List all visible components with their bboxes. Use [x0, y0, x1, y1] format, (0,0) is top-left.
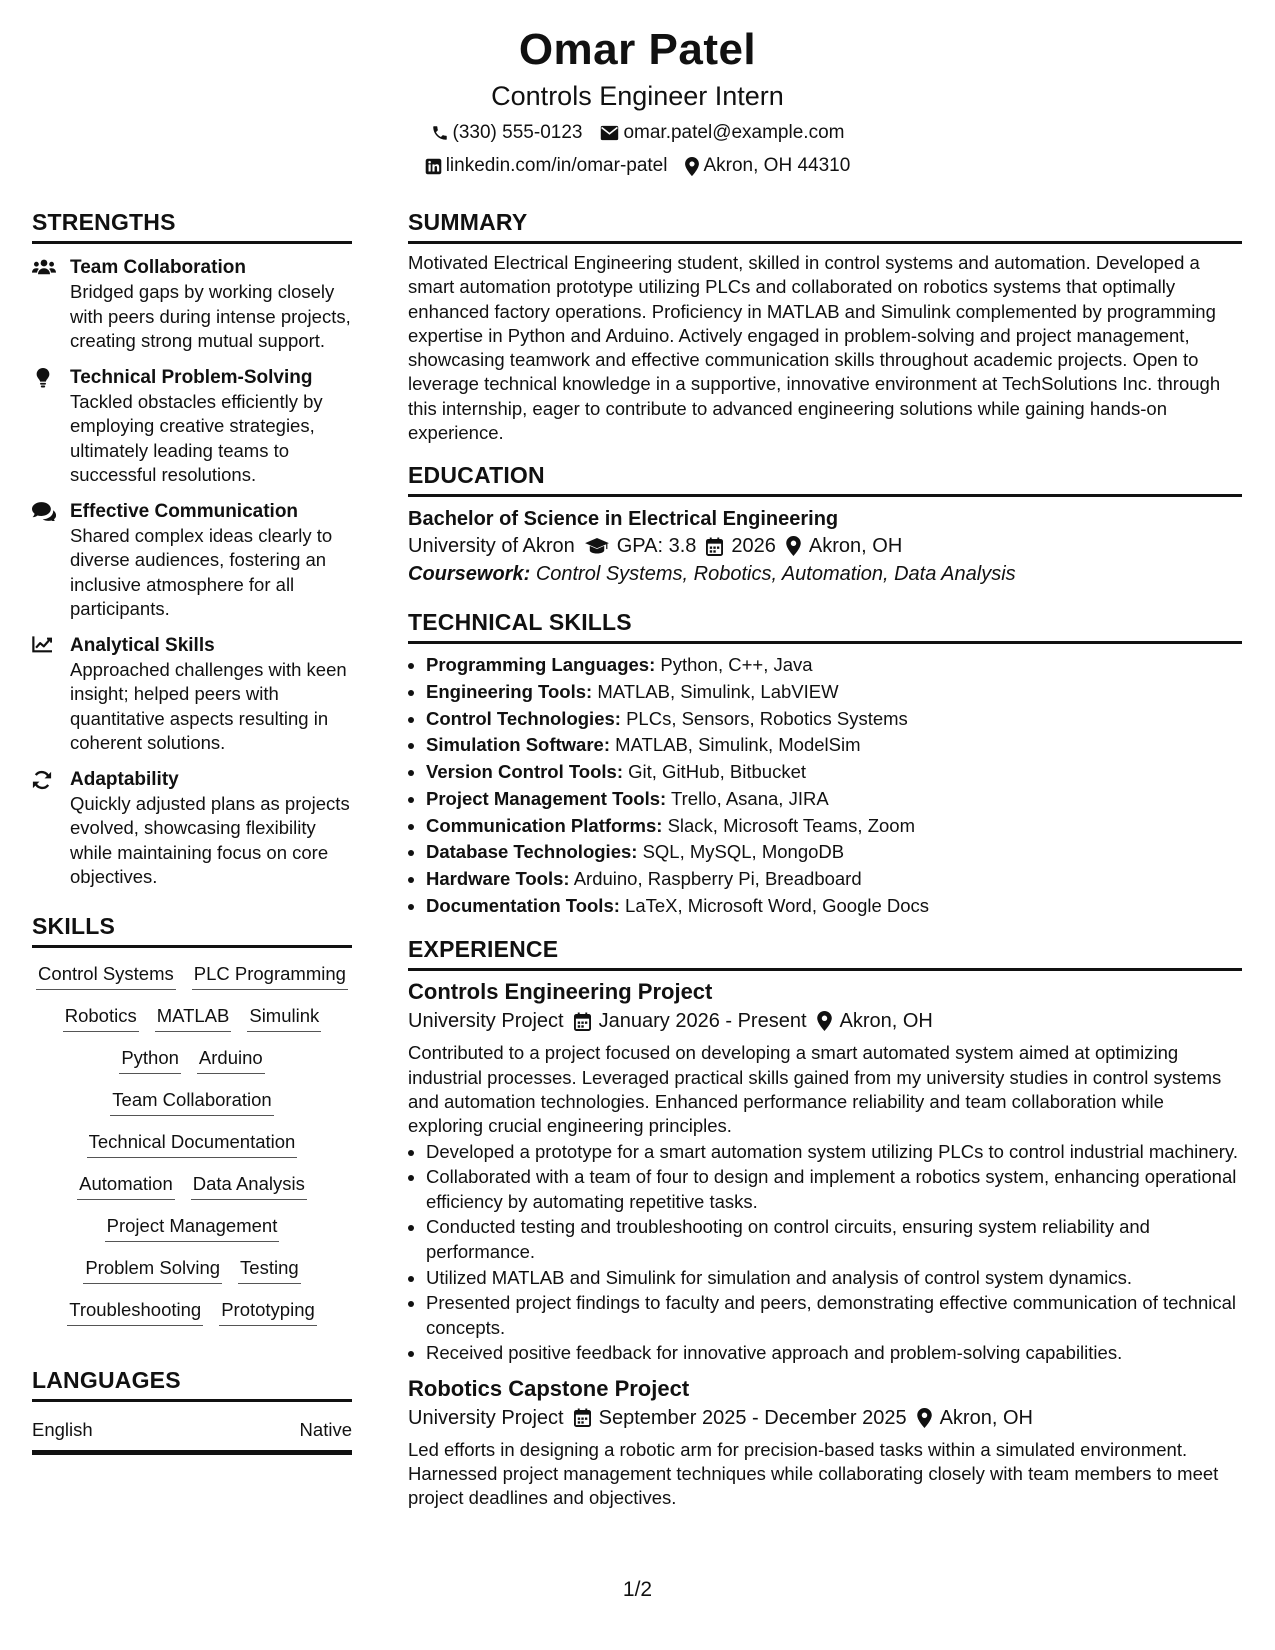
list-item: [426, 732, 1242, 759]
skill-category: Control Technologies:: [426, 707, 621, 729]
job-description: Led efforts in designing a robotic arm for precision-based tasks within a simulated environment. Harnessed project management techniques while collaborating closely with team members to meet project deadlines and objectives.: [408, 1438, 1219, 1509]
contact-row-1: [0, 121, 1275, 145]
location-contact: [685, 154, 850, 178]
strength-title: Adaptability: [70, 768, 179, 790]
school-location-item: [786, 532, 902, 560]
strength-item: [32, 634, 352, 756]
language-row: [32, 1418, 352, 1455]
job-location: Akron, OH: [839, 1010, 933, 1033]
skill-category: Programming Languages:: [426, 654, 656, 676]
summary-section: [408, 208, 1242, 445]
skill-values: MATLAB, Simulink, ModelSim: [615, 734, 861, 756]
phone-text: (330) 555-0123: [452, 122, 583, 143]
technical-skills-heading: TECHNICAL SKILLS: [408, 608, 1242, 644]
list-item: • Received positive feedback for innovative approach and problem-solving capabilities.: [426, 1341, 1242, 1365]
linkedin-icon: [425, 158, 442, 175]
skill-tag: Troubleshooting: [67, 1298, 203, 1326]
job-bullets: [408, 1140, 1242, 1366]
skills-tags: [32, 962, 352, 1326]
lightbulb-icon: [36, 368, 50, 388]
phone-icon: [431, 124, 449, 142]
calendar-icon: [574, 1012, 591, 1031]
skill-tag: Automation: [77, 1172, 175, 1200]
list-item: • Conducted testing and troubleshooting on control circuits, ensuring system reliability and performance.: [426, 1215, 1242, 1264]
graduation-cap-icon: [585, 538, 609, 555]
experience-entry: [408, 977, 1242, 1365]
location-text: Akron, OH 44310: [703, 155, 851, 176]
education-section: [408, 461, 1242, 588]
list-item: [426, 839, 1242, 866]
languages-heading: LANGUAGES: [32, 1366, 352, 1402]
skill-values: Git, GitHub, Bitbucket: [628, 761, 807, 783]
job-org: University Project: [408, 1010, 564, 1033]
job-location-item: [817, 1007, 933, 1035]
school-location: Akron, OH: [808, 535, 903, 558]
experience-heading: EXPERIENCE: [408, 935, 1242, 971]
skill-category: Communication Platforms:: [426, 814, 663, 836]
skill-tag: MATLAB: [155, 1004, 232, 1032]
skill-category: Version Control Tools:: [426, 761, 623, 783]
skill-tag: Prototyping: [219, 1298, 317, 1326]
experience-entry: [408, 1374, 1242, 1511]
skill-category: Simulation Software:: [426, 734, 610, 756]
map-marker-icon: [685, 157, 699, 176]
skill-tag: Python: [119, 1046, 181, 1074]
skill-tag: PLC Programming: [192, 962, 348, 990]
job-dates-item: [574, 1404, 907, 1432]
strengths-heading: STRENGTHS: [32, 208, 352, 244]
skill-tag: Robotics: [63, 1004, 139, 1032]
coursework-list: Control Systems, Robotics, Automation, Data Analysis: [535, 563, 1016, 586]
skill-values: PLCs, Sensors, Robotics Systems: [626, 707, 908, 729]
skills-heading: SKILLS: [32, 912, 352, 948]
job-dates: January 2026 - Present: [598, 1010, 807, 1033]
technical-skills-list: [408, 652, 1242, 919]
graduation-year: 2026: [731, 535, 776, 558]
skill-values: Python, C++, Java: [660, 654, 813, 676]
list-item: [426, 893, 1242, 920]
list-item: [426, 866, 1242, 893]
strength-desc: Quickly adjusted plans as projects evolved, showcasing flexibility while maintaining focus on core objectives.: [70, 792, 350, 887]
job-location: Akron, OH: [939, 1406, 1033, 1429]
skill-tag: Data Analysis: [191, 1172, 307, 1200]
contact-row-2: [0, 154, 1275, 178]
skill-tag: Project Management: [105, 1214, 280, 1242]
map-marker-icon: [817, 1011, 832, 1031]
job-org: University Project: [408, 1406, 564, 1429]
email-contact[interactable]: [600, 121, 844, 145]
sync-icon: [32, 770, 52, 790]
school-name: University of Akron: [408, 535, 575, 558]
language-name: English: [32, 1418, 93, 1440]
strength-item: [32, 366, 352, 488]
email-link[interactable]: omar.patel@example.com: [623, 122, 845, 143]
skill-tag: Control Systems: [36, 962, 176, 990]
list-item: • Utilized MATLAB and Simulink for simulation and analysis of control system dynamics.: [426, 1266, 1242, 1290]
map-marker-icon: [786, 536, 801, 556]
coursework-line: [408, 560, 1242, 588]
calendar-icon: [574, 1408, 591, 1427]
skill-category: Documentation Tools:: [426, 894, 620, 916]
linkedin-link[interactable]: linkedin.com/in/omar-patel: [445, 155, 668, 176]
job-dates-item: [574, 1007, 807, 1035]
strength-title: Team Collaboration: [70, 257, 246, 278]
skill-tag: Arduino: [197, 1046, 265, 1074]
list-item: [426, 679, 1242, 706]
strength-title: Analytical Skills: [70, 634, 215, 656]
gpa-text: GPA: 3.8: [616, 535, 697, 558]
skill-category: Engineering Tools:: [426, 681, 593, 703]
education-heading: EDUCATION: [408, 461, 1242, 497]
strength-title: Technical Problem-Solving: [70, 366, 313, 388]
right-column: [408, 208, 1242, 1511]
summary-heading: SUMMARY: [408, 208, 1242, 244]
job-dates: September 2025 - December 2025: [598, 1406, 907, 1429]
list-item: • Developed a prototype for a smart automation system utilizing PLCs to control industrial machinery.: [426, 1140, 1242, 1164]
language-level: Native: [299, 1418, 352, 1440]
list-item: • Collaborated with a team of four to design and implement a robotics system, enhancing operational efficiency by automating repetitive tasks.: [426, 1165, 1242, 1214]
strength-title: Effective Communication: [70, 500, 299, 522]
job-meta: [408, 1404, 1242, 1432]
phone-contact: [431, 121, 583, 145]
list-item: [426, 813, 1242, 840]
job-location-item: [917, 1404, 1033, 1432]
skill-values: SQL, MySQL, MongoDB: [642, 841, 845, 863]
list-item: [426, 759, 1242, 786]
skill-tag: Technical Documentation: [87, 1130, 298, 1158]
list-item: [426, 706, 1242, 733]
comments-icon: [32, 502, 56, 521]
skill-tag: Testing: [238, 1256, 301, 1284]
list-item: • Presented project findings to faculty and peers, demonstrating effective communication of technical concepts.: [426, 1291, 1242, 1340]
year-item: [706, 532, 776, 560]
gpa-item: [585, 532, 697, 560]
strengths-section: [32, 208, 352, 890]
resume-header: [0, 22, 1275, 178]
skill-category: Hardware Tools:: [426, 868, 570, 889]
languages-section: [32, 1366, 352, 1455]
map-marker-icon: [917, 1408, 932, 1428]
job-meta: [408, 1007, 1242, 1035]
skill-values: MATLAB, Simulink, LabVIEW: [597, 681, 839, 703]
skill-values: Slack, Microsoft Teams, Zoom: [667, 814, 915, 836]
linkedin-contact[interactable]: [425, 154, 668, 178]
strength-item: [32, 768, 352, 890]
job-title: Robotics Capstone Project: [408, 1375, 690, 1401]
education-meta: [408, 532, 1242, 560]
skill-values: Arduino, Raspberry Pi, Breadboard: [573, 868, 862, 889]
experience-section: [408, 935, 1242, 1510]
users-icon: [32, 258, 56, 276]
candidate-name: Omar Patel: [518, 25, 757, 74]
job-title: Controls Engineering Project: [408, 979, 713, 1005]
page-number: 1/2: [622, 1578, 653, 1601]
list-item: [426, 786, 1242, 813]
coursework-label: Coursework:: [408, 563, 531, 586]
strength-desc: Approached challenges with keen insight; helped peers with quantitative aspects resulting in coherent solutions.: [70, 658, 347, 753]
list-item: [426, 652, 1242, 679]
skill-values: LaTeX, Microsoft Word, Google Docs: [625, 894, 930, 916]
skill-category: Database Technologies:: [426, 841, 638, 863]
strength-desc: Shared complex ideas clearly to diverse audiences, fostering an inclusive atmosphere for all participants.: [70, 524, 333, 619]
skill-tag: Team Collaboration: [110, 1088, 273, 1116]
strength-item: [32, 500, 352, 622]
job-description: Contributed to a project focused on developing a smart automated system aimed at optimizing industrial processes. Leveraged practical skills gained from my university studies in control systems and automation technologies. Enhanced performance reliability and team collaboration while exploring crucial engineering principles.: [408, 1042, 1222, 1137]
summary-text: Motivated Electrical Engineering student, skilled in control systems and automation. Developed a smart automation prototype utilizing PLCs and collaborated on robotics systems that optimally enhanced factory operations. Proficiency in MATLAB and Simulink complemented by programming expertise in Python and Arduino. Actively engaged in problem-solving and project management, showcasing teamwork and effective communication skills throughout academic projects. Open to leverage technical knowledge in a supportive, innovative environment at TechSolutions Inc. through this internship, eager to contribute to advanced engineering solutions while gaining hands-on experience.: [408, 252, 1221, 444]
skills-section: [32, 912, 352, 1326]
chart-line-icon: [32, 636, 52, 653]
skill-category: Project Management Tools:: [426, 787, 667, 809]
skill-tag: Simulink: [247, 1004, 321, 1032]
strength-desc: Bridged gaps by working closely with peers during intense projects, creating strong mutual support.: [70, 281, 351, 351]
left-column: [32, 208, 352, 1455]
skill-values: Trello, Asana, JIRA: [671, 787, 829, 809]
envelope-icon: [600, 125, 619, 141]
skill-tag: Problem Solving: [83, 1256, 222, 1284]
strength-item: [32, 256, 352, 354]
calendar-icon: [706, 537, 723, 556]
strength-desc: Tackled obstacles efficiently by employing creative strategies, ultimately leading teams to successful resolutions.: [70, 390, 323, 485]
technical-skills-section: [408, 608, 1242, 919]
candidate-title: Controls Engineer Intern: [491, 81, 784, 111]
degree-title: Bachelor of Science in Electrical Engineering: [408, 508, 839, 531]
